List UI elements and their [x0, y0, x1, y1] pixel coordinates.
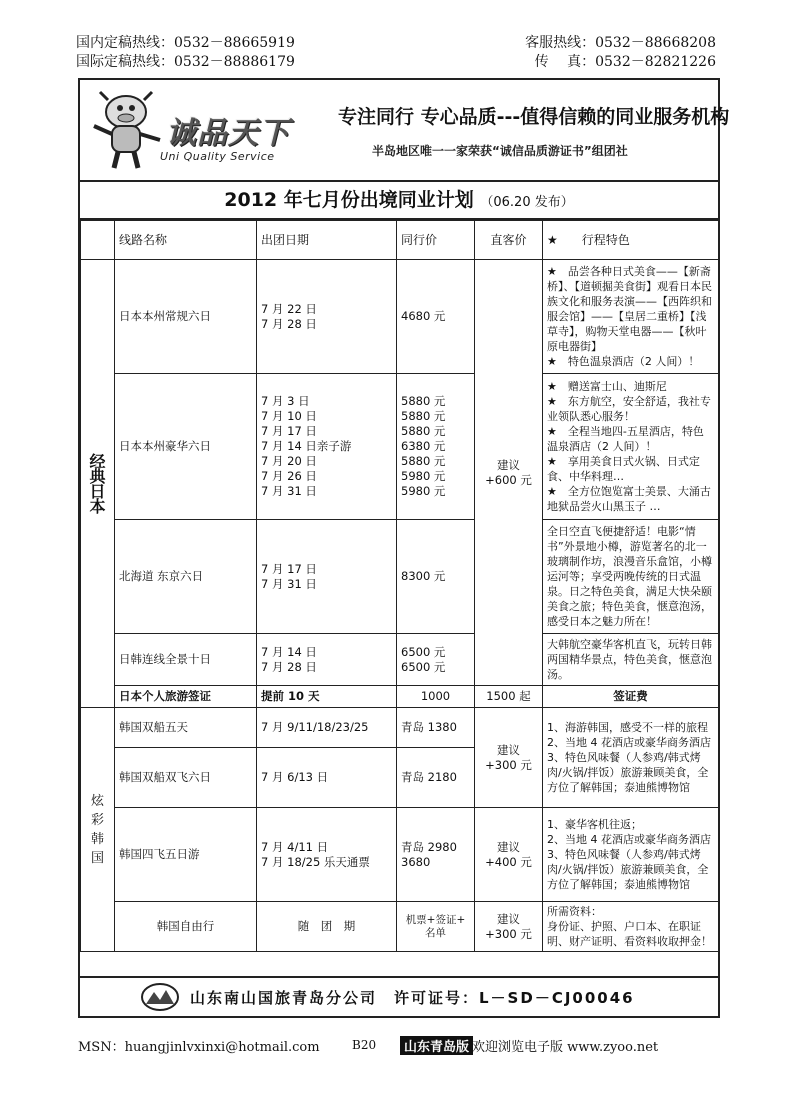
section-label-japan: 经典日本 [89, 451, 106, 516]
departure-dates: 7 月 9/11/18/23/25 [257, 708, 397, 748]
star-icon: ★ [547, 232, 558, 247]
visa-fee-label: 签证费 [543, 686, 719, 708]
departure-dates: 7 月 6/13 日 [257, 748, 397, 808]
direct-price-korea-2: 建议 +400 元 [475, 808, 543, 902]
plan-title-main: 2012 年七月份出境同业计划 [224, 189, 474, 211]
col-peer-price: 同行价 [397, 221, 475, 260]
table-row [81, 902, 719, 952]
fax-number: 传 真：0532－82821226 [534, 54, 716, 70]
header [80, 80, 730, 182]
peer-price: 青岛 1380 [397, 708, 475, 748]
visa-row [81, 686, 719, 708]
route-name: 韩国双船双飞六日 [115, 748, 257, 808]
table-row [81, 634, 719, 686]
plan-title-note: （06.20 发布） [480, 195, 574, 210]
peer-price: 5880 元 5880 元 5880 元 6380 元 5880 元 5980 元 5980 元 [397, 374, 475, 520]
flyer-frame [78, 78, 730, 1018]
slogan: 专注同行 专心品质---值得信赖的同业服务机构 [338, 106, 730, 128]
logo-text: 诚品天下 [166, 116, 290, 151]
table-row [81, 808, 719, 902]
route-features [543, 634, 719, 686]
hotlines [76, 34, 716, 72]
sub-slogan: 半岛地区唯一一家荣获“诚信品质游证书”组团社 [372, 144, 628, 158]
table-header-row [81, 221, 719, 260]
feature-item: ★ 享用美食日式火锅、日式定食、中华料理… [547, 455, 700, 483]
feature-item: ★ 全方位饱览富士美景、大涌古地狱品尝火山黑玉子 … [547, 485, 711, 513]
departure-dates: 7 月 4/11 日 7 月 18/25 乐天通票 [257, 808, 397, 902]
col-route: 线路名称 [115, 221, 257, 260]
route-name: 韩国四飞五日游 [115, 808, 257, 902]
route-features [543, 374, 719, 520]
section-label-korea: 炫彩韩国 [90, 793, 104, 866]
route-name: 北海道 东京六日 [115, 520, 257, 634]
table-row [81, 260, 719, 374]
departure-dates: 7 月 17 日 7 月 31 日 [257, 520, 397, 634]
cow-mascot-icon [88, 86, 168, 172]
service-hotline: 客服热线：0532－88668208 [525, 35, 716, 51]
license-bar [80, 976, 718, 1016]
logo-subtitle: Uni Quality Service [160, 150, 275, 163]
col-date: 出团日期 [257, 221, 397, 260]
website-link[interactable]: 欢迎浏览电子版 www.zyoo.net [472, 1040, 659, 1055]
route-name: 韩国自由行 [115, 902, 257, 952]
korea-features-2: 1、豪华客机往返； 2、当地 4 花酒店或豪华商务酒店 3、特色风味餐（人参鸡/韩式烤肉/火锅/拌饭）旅游兼顾美食，全方位了解韩国；泰迪熊博物馆 [543, 808, 719, 902]
intl-hotline: 国际定稿热线：0532－88886179 [76, 54, 295, 70]
page-number: B20 [352, 1038, 377, 1052]
col-feature [543, 221, 719, 260]
peer-price: 青岛 2980 3680 [397, 808, 475, 902]
route-features [543, 260, 719, 374]
peer-price: 6500 元 6500 元 [397, 634, 475, 686]
feature-item: ★ 特色温泉酒店（2 人间）！ [547, 355, 700, 368]
table-corner [81, 221, 115, 260]
departure-dates: 7 月 14 日 7 月 28 日 [257, 634, 397, 686]
peer-price: 青岛 2180 [397, 748, 475, 808]
peer-price: 机票+签证+ 名单 [397, 902, 475, 952]
feature-item: 大韩航空豪华客机直飞，玩转日韩两国精华景点，特色美食，惬意泡汤。 [547, 638, 712, 681]
visa-date: 提前 10 天 [257, 686, 397, 708]
feature-item: 全日空直飞便捷舒适！电影“情书”外景地小樽，游览著名的北一玻璃制作坊，浪漫音乐盒馆，小樽运河等；享受两晚传统的日式温泉。日之特色美食，满足大快朵颐美食之旅；特色美食，惬意泡汤，感受日本之魅力所在！ [547, 525, 712, 628]
license-text: 山东南山国旅青岛分公司 许可证号：L－SD－CJ00046 [190, 989, 635, 1007]
logo [88, 86, 318, 176]
plan-title [80, 182, 718, 220]
peer-price: 4680 元 [397, 260, 475, 374]
table-row [81, 374, 719, 520]
msn-contact: MSN：huangjinlvxinxi@hotmail.com [78, 1040, 320, 1055]
col-direct-price: 直客价 [475, 221, 543, 260]
korea-features-1: 1、海游韩国，感受不一样的旅程 2、当地 4 花酒店或豪华商务酒店 3、特色风味餐（人参鸡/韩式烤肉/火锅/拌饭）旅游兼顾美食，全方位了解韩国；泰迪熊博物馆 [543, 708, 719, 808]
visa-route: 日本个人旅游签证 [115, 686, 257, 708]
peer-price: 8300 元 [397, 520, 475, 634]
route-name: 日韩连线全景十日 [115, 634, 257, 686]
departure-dates: 随 团 期 [257, 902, 397, 952]
feature-item: ★ 东方航空，安全舒适，我社专业领队悉心服务！ [547, 395, 711, 423]
route-features [543, 520, 719, 634]
departure-dates: 7 月 22 日 7 月 28 日 [257, 260, 397, 374]
direct-price-korea-1: 建议 +300 元 [475, 708, 543, 808]
edition-badge: 山东青岛版 [400, 1036, 473, 1055]
departure-dates: 7 月 3 日 7 月 10 日 7 月 17 日 7 月 14 日亲子游 7 月 20 日 7 月 26 日 7 月 31 日 [257, 374, 397, 520]
direct-price-japan: 建议 +600 元 [475, 260, 543, 686]
feature-item: ★ 全程当地四-五星酒店，特色温泉酒店（2 人间）！ [547, 425, 704, 453]
direct-price-korea-3: 建议 +300 元 [475, 902, 543, 952]
mountain-logo-icon [140, 982, 180, 1012]
col-feature-label: 行程特色 [581, 232, 630, 247]
route-name: 日本本州常规六日 [115, 260, 257, 374]
visa-direct-price: 1500 起 [475, 686, 543, 708]
feature-item: ★ 品尝各种日式美食——【新斋桥】、【道顿掘美食街】观看日本民族文化和服务表演——【西阵织和服会馆】——【皇居二重桥】【浅草寺】，购物天堂电器——【秋叶原电器街】 [547, 265, 712, 353]
tour-plan-table [80, 220, 719, 952]
route-name: 韩国双船五天 [115, 708, 257, 748]
feature-item: ★ 赠送富士山、迪斯尼 [547, 380, 667, 393]
korea-features-3: 所需资料： 身份证、护照、户口本、在职证明、财产证明、看资料收取押金！ [543, 902, 719, 952]
table-row [81, 520, 719, 634]
domestic-hotline: 国内定稿热线：0532－88665919 [76, 35, 295, 51]
route-name: 日本本州豪华六日 [115, 374, 257, 520]
table-row [81, 708, 719, 748]
visa-peer-price: 1000 [397, 686, 475, 708]
